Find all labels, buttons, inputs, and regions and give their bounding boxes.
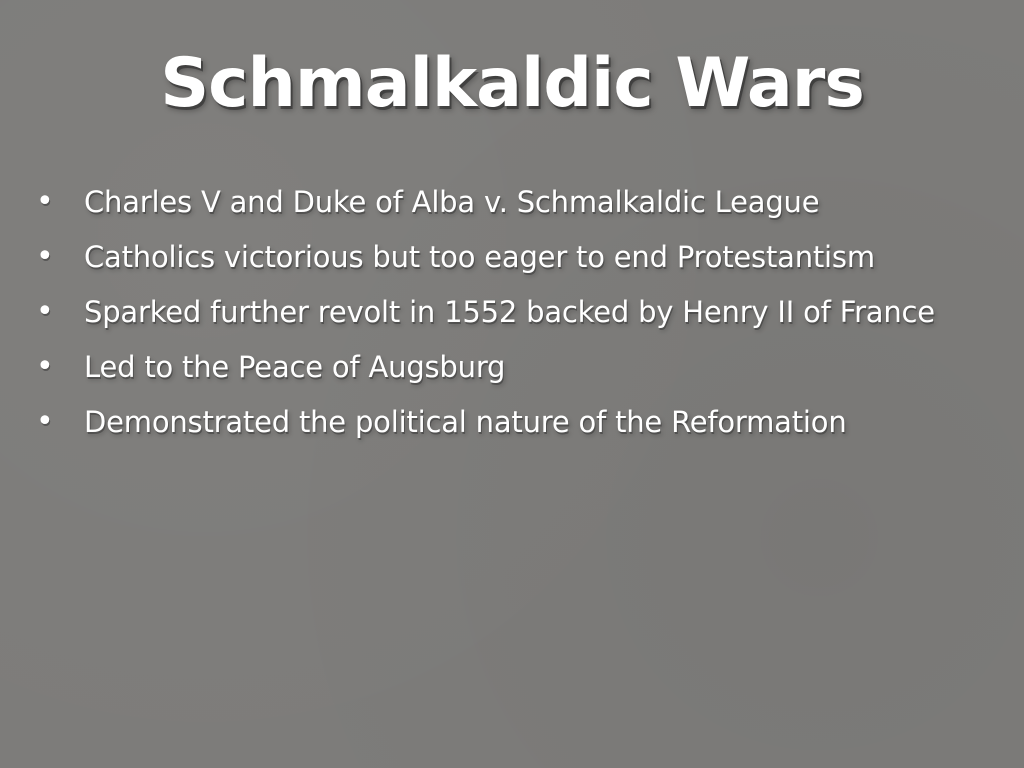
bullet-point-icon: • bbox=[36, 349, 54, 384]
list-item-label: Catholics victorious but too eager to end Protestantism bbox=[84, 240, 875, 274]
bullet-point-icon: • bbox=[36, 239, 54, 274]
list-item bbox=[22, 185, 1002, 221]
list-item bbox=[22, 240, 1002, 276]
bullet-point-icon: • bbox=[36, 184, 54, 219]
list-item bbox=[22, 405, 1002, 441]
bullet-point-icon: • bbox=[36, 294, 54, 329]
list-item-label: Led to the Peace of Augsburg bbox=[84, 350, 506, 384]
bullet-list bbox=[22, 185, 1002, 460]
list-item bbox=[22, 295, 1002, 331]
page-title: Schmalkaldic Wars bbox=[160, 44, 864, 123]
list-item bbox=[22, 350, 1002, 386]
list-item-label: Sparked further revolt in 1552 backed by Henry II of France bbox=[84, 295, 935, 329]
list-item-label: Charles V and Duke of Alba v. Schmalkaldic League bbox=[84, 185, 820, 219]
bullet-point-icon: • bbox=[36, 404, 54, 439]
list-item-label: Demonstrated the political nature of the Reformation bbox=[84, 405, 847, 439]
